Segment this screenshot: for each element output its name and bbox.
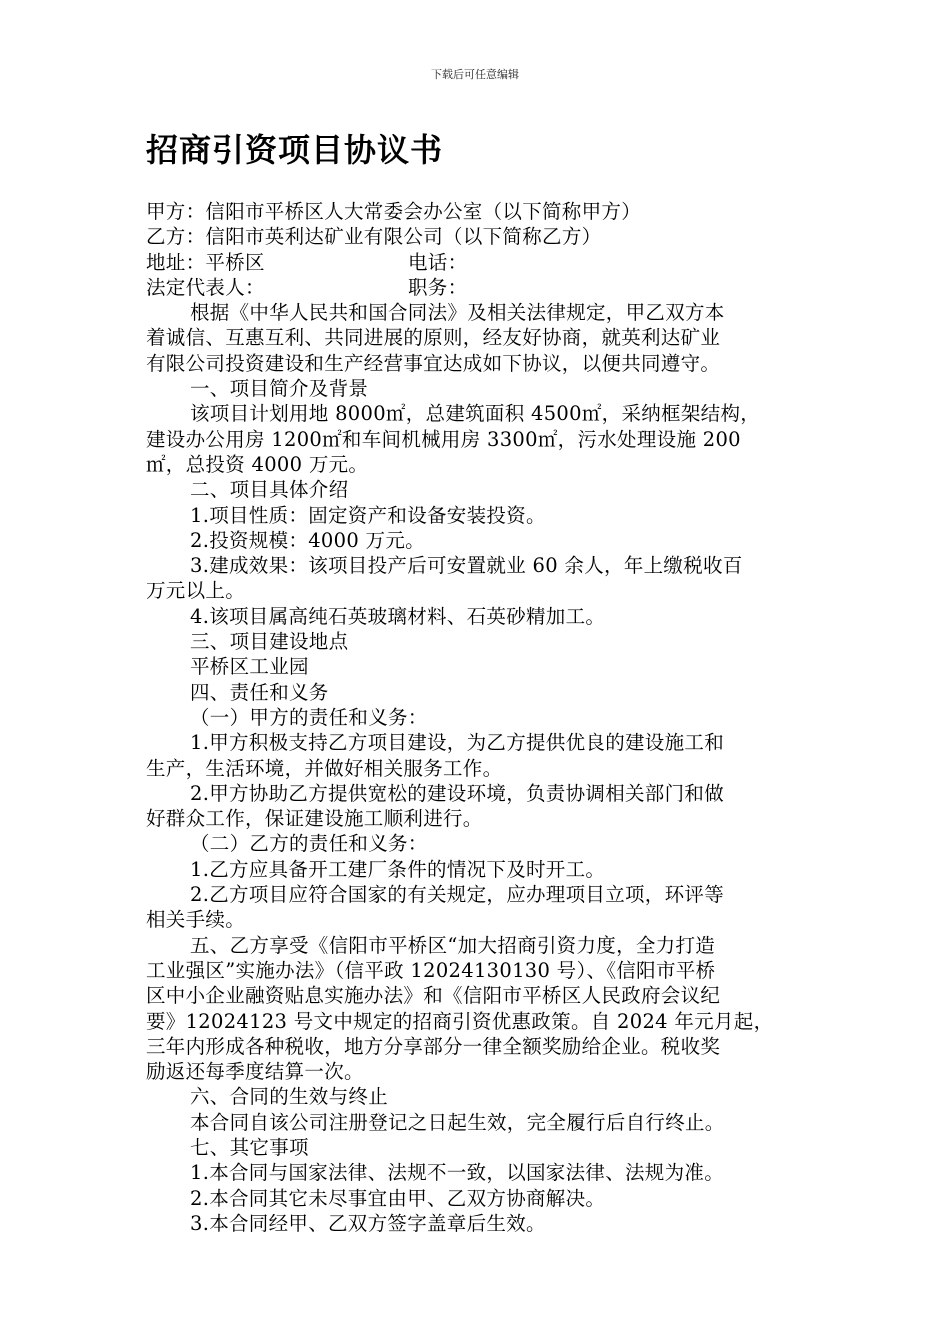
party-b-name: 乙方：信阳市英利达矿业有限公司 bbox=[146, 225, 444, 249]
legal-rep-label: 法定代表人： bbox=[146, 275, 265, 299]
party-b-note: （以下简称乙方） bbox=[443, 225, 602, 249]
position-label: 职务： bbox=[408, 275, 468, 299]
text-line: 区中小企业融资贴息实施办法》和《信阳市平桥区人民政府会议纪 bbox=[146, 984, 721, 1008]
text-line: 励返还每季度结算一次。 bbox=[146, 1060, 364, 1084]
text-line: 平桥区工业园 bbox=[190, 655, 309, 679]
text-line: （一）甲方的责任和义务： bbox=[190, 705, 428, 729]
text-line: 1.本合同与国家法律、法规不一致，以国家法律、法规为准。 bbox=[190, 1161, 725, 1185]
phone-label: 电话： bbox=[408, 250, 468, 274]
text-line: 1.乙方应具备开工建厂条件的情况下及时开工。 bbox=[190, 857, 606, 881]
text-line: 2.乙方项目应符合国家的有关规定，应办理项目立项，环评等 bbox=[190, 883, 725, 907]
text-line: 生产，生活环境，并做好相关服务工作。 bbox=[146, 756, 503, 780]
text-line: 3.建成效果：该项目投产后可安置就业 60 余人，年上缴税收百 bbox=[190, 554, 743, 578]
text-line: 要》12024123 号文中规定的招商引资优惠政策。自 2024 年元月起， bbox=[146, 1009, 774, 1033]
text-line: 工业强区”实施办法》（信平政 12024130130 号）、《信阳市平桥 bbox=[146, 958, 716, 982]
text-line: 好群众工作，保证建设施工顺利进行。 bbox=[146, 807, 483, 831]
text-line: 2.甲方协助乙方提供宽松的建设环境，负责协调相关部门和做 bbox=[190, 781, 725, 805]
text-line: 万元以上。 bbox=[146, 579, 246, 603]
party-a-line: 甲方：信阳市平桥区人大常委会办公室（以下简称甲方） bbox=[146, 200, 642, 223]
text-line: ㎡，总投资 4000 万元。 bbox=[146, 452, 369, 476]
text-line: 二、项目具体介绍 bbox=[190, 478, 349, 502]
text-line: 三、项目建设地点 bbox=[190, 630, 349, 654]
text-line: 七、其它事项 bbox=[190, 1135, 309, 1159]
text-line: 3.本合同经甲、乙双方签字盖章后生效。 bbox=[190, 1211, 546, 1235]
legal-rep-row bbox=[146, 275, 812, 300]
text-line: 一、项目简介及背景 bbox=[190, 377, 369, 401]
text-line: 四、责任和义务 bbox=[190, 680, 329, 704]
text-line: 该项目计划用地 8000㎡，总建筑面积 4500㎡，采纳框架结构， bbox=[190, 402, 761, 426]
document-body bbox=[146, 199, 812, 1236]
text-line: 有限公司投资建设和生产经营事宜达成如下协议，以便共同遵守。 bbox=[146, 351, 721, 375]
text-line: 4.该项目属高纯石英玻璃材料、石英砂精加工。 bbox=[190, 604, 606, 628]
text-line: 1.甲方积极支持乙方项目建设，为乙方提供优良的建设施工和 bbox=[190, 731, 725, 755]
text-line: （二）乙方的责任和义务： bbox=[190, 832, 428, 856]
text-line: 相关手续。 bbox=[146, 908, 246, 932]
text-line: 2.投资规模：4000 万元。 bbox=[190, 528, 425, 552]
party-b-line bbox=[146, 224, 812, 249]
address-label: 地址：平桥区 bbox=[146, 250, 265, 274]
text-line: 1.项目性质：固定资产和设备安装投资。 bbox=[190, 503, 546, 527]
text-line: 2.本合同其它未尽事宜由甲、乙双方协商解决。 bbox=[190, 1186, 606, 1210]
text-line: 六、合同的生效与终止 bbox=[190, 1085, 389, 1109]
address-row bbox=[146, 250, 812, 275]
text-line: 五、乙方享受《信阳市平桥区“加大招商引资力度，全力打造 bbox=[190, 933, 716, 957]
agreement-lines bbox=[146, 300, 812, 1236]
text-line: 本合同自该公司注册登记之日起生效，完全履行后自行终止。 bbox=[190, 1110, 725, 1134]
text-line: 三年内形成各种税收，地方分享部分一律全额奖励给企业。税收奖 bbox=[146, 1034, 721, 1058]
text-line: 着诚信、互惠互利、共同进展的原则，经友好协商，就英利达矿业 bbox=[146, 326, 721, 350]
text-line: 建设办公用房 1200㎡和车间机械用房 3300㎡，污水处理设施 200 bbox=[146, 427, 741, 451]
text-line: 根据《中华人民共和国合同法》及相关法律规定，甲乙双方本 bbox=[190, 301, 725, 325]
header-note: 下载后可任意编辑 bbox=[431, 68, 519, 81]
document-title: 招商引资项目协议书 bbox=[146, 131, 444, 169]
